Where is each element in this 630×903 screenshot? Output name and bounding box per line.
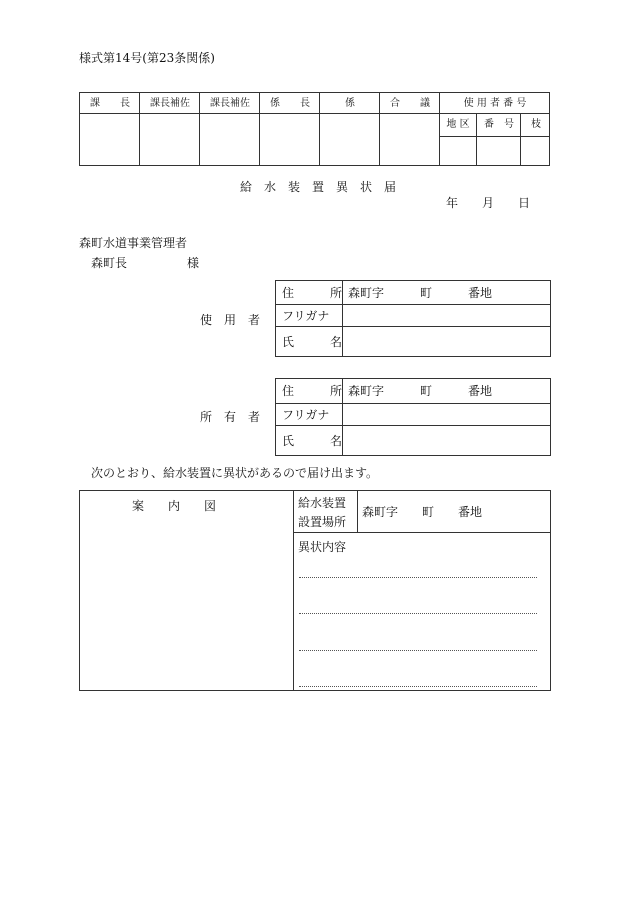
owner-address-label: 住 所 (282, 384, 343, 398)
map-area[interactable] (80, 517, 293, 691)
header-gogi: 合 議 (390, 98, 430, 109)
user-name-label: 氏 名 (282, 335, 343, 349)
user-info-box (275, 280, 551, 357)
header-user-number: 使 用 者 番 号 (463, 98, 527, 109)
abnormality-line-3[interactable] (299, 650, 537, 651)
header-kacho-hosa-2: 課長補佐 (210, 98, 250, 109)
subheader-branch: 枝 (531, 119, 541, 130)
owner-address-value[interactable]: 森町字 町 番地 (348, 384, 493, 398)
form-number: 様式第14号(第23条関係) (79, 51, 215, 65)
location-value[interactable]: 森町字 町 番地 (362, 505, 483, 519)
user-furigana-label: フリガナ (282, 309, 330, 323)
addressee-line-1: 森町水道事業管理者 (79, 236, 188, 250)
document-title: 給 水 装 置 異 状 届 (240, 180, 397, 194)
approval-table (79, 92, 550, 166)
subheader-number: 番 号 (484, 119, 514, 130)
map-label: 案 内 図 (132, 499, 217, 513)
abnormality-line-1[interactable] (299, 577, 537, 578)
owner-info-box (275, 378, 551, 456)
user-section-label: 使 用 者 (200, 313, 261, 327)
header-kacho: 課 長 (90, 98, 130, 109)
user-address-label: 住 所 (282, 286, 343, 300)
header-kacho-hosa-1: 課長補佐 (150, 98, 190, 109)
addressee-line-2: 森町長 様 (91, 256, 200, 270)
owner-section-label: 所 有 者 (200, 410, 261, 424)
location-label-2: 設置場所 (298, 515, 347, 529)
owner-furigana-label: フリガナ (282, 408, 330, 422)
header-kakari: 係 (345, 98, 355, 109)
header-kakaricho: 係 長 (270, 98, 310, 109)
abnormality-label: 異状内容 (298, 540, 347, 554)
subheader-district: 地 区 (446, 119, 470, 130)
statement-text: 次のとおり、給水装置に異状があるので届け出ます。 (91, 466, 379, 480)
bottom-box (79, 490, 551, 691)
owner-name-label: 氏 名 (282, 434, 343, 448)
date-line: 年 月 日 (446, 196, 531, 210)
abnormality-line-4[interactable] (299, 686, 537, 687)
abnormality-line-2[interactable] (299, 613, 537, 614)
user-address-value[interactable]: 森町字 町 番地 (348, 286, 493, 300)
location-label-1: 給水装置 (298, 496, 347, 510)
